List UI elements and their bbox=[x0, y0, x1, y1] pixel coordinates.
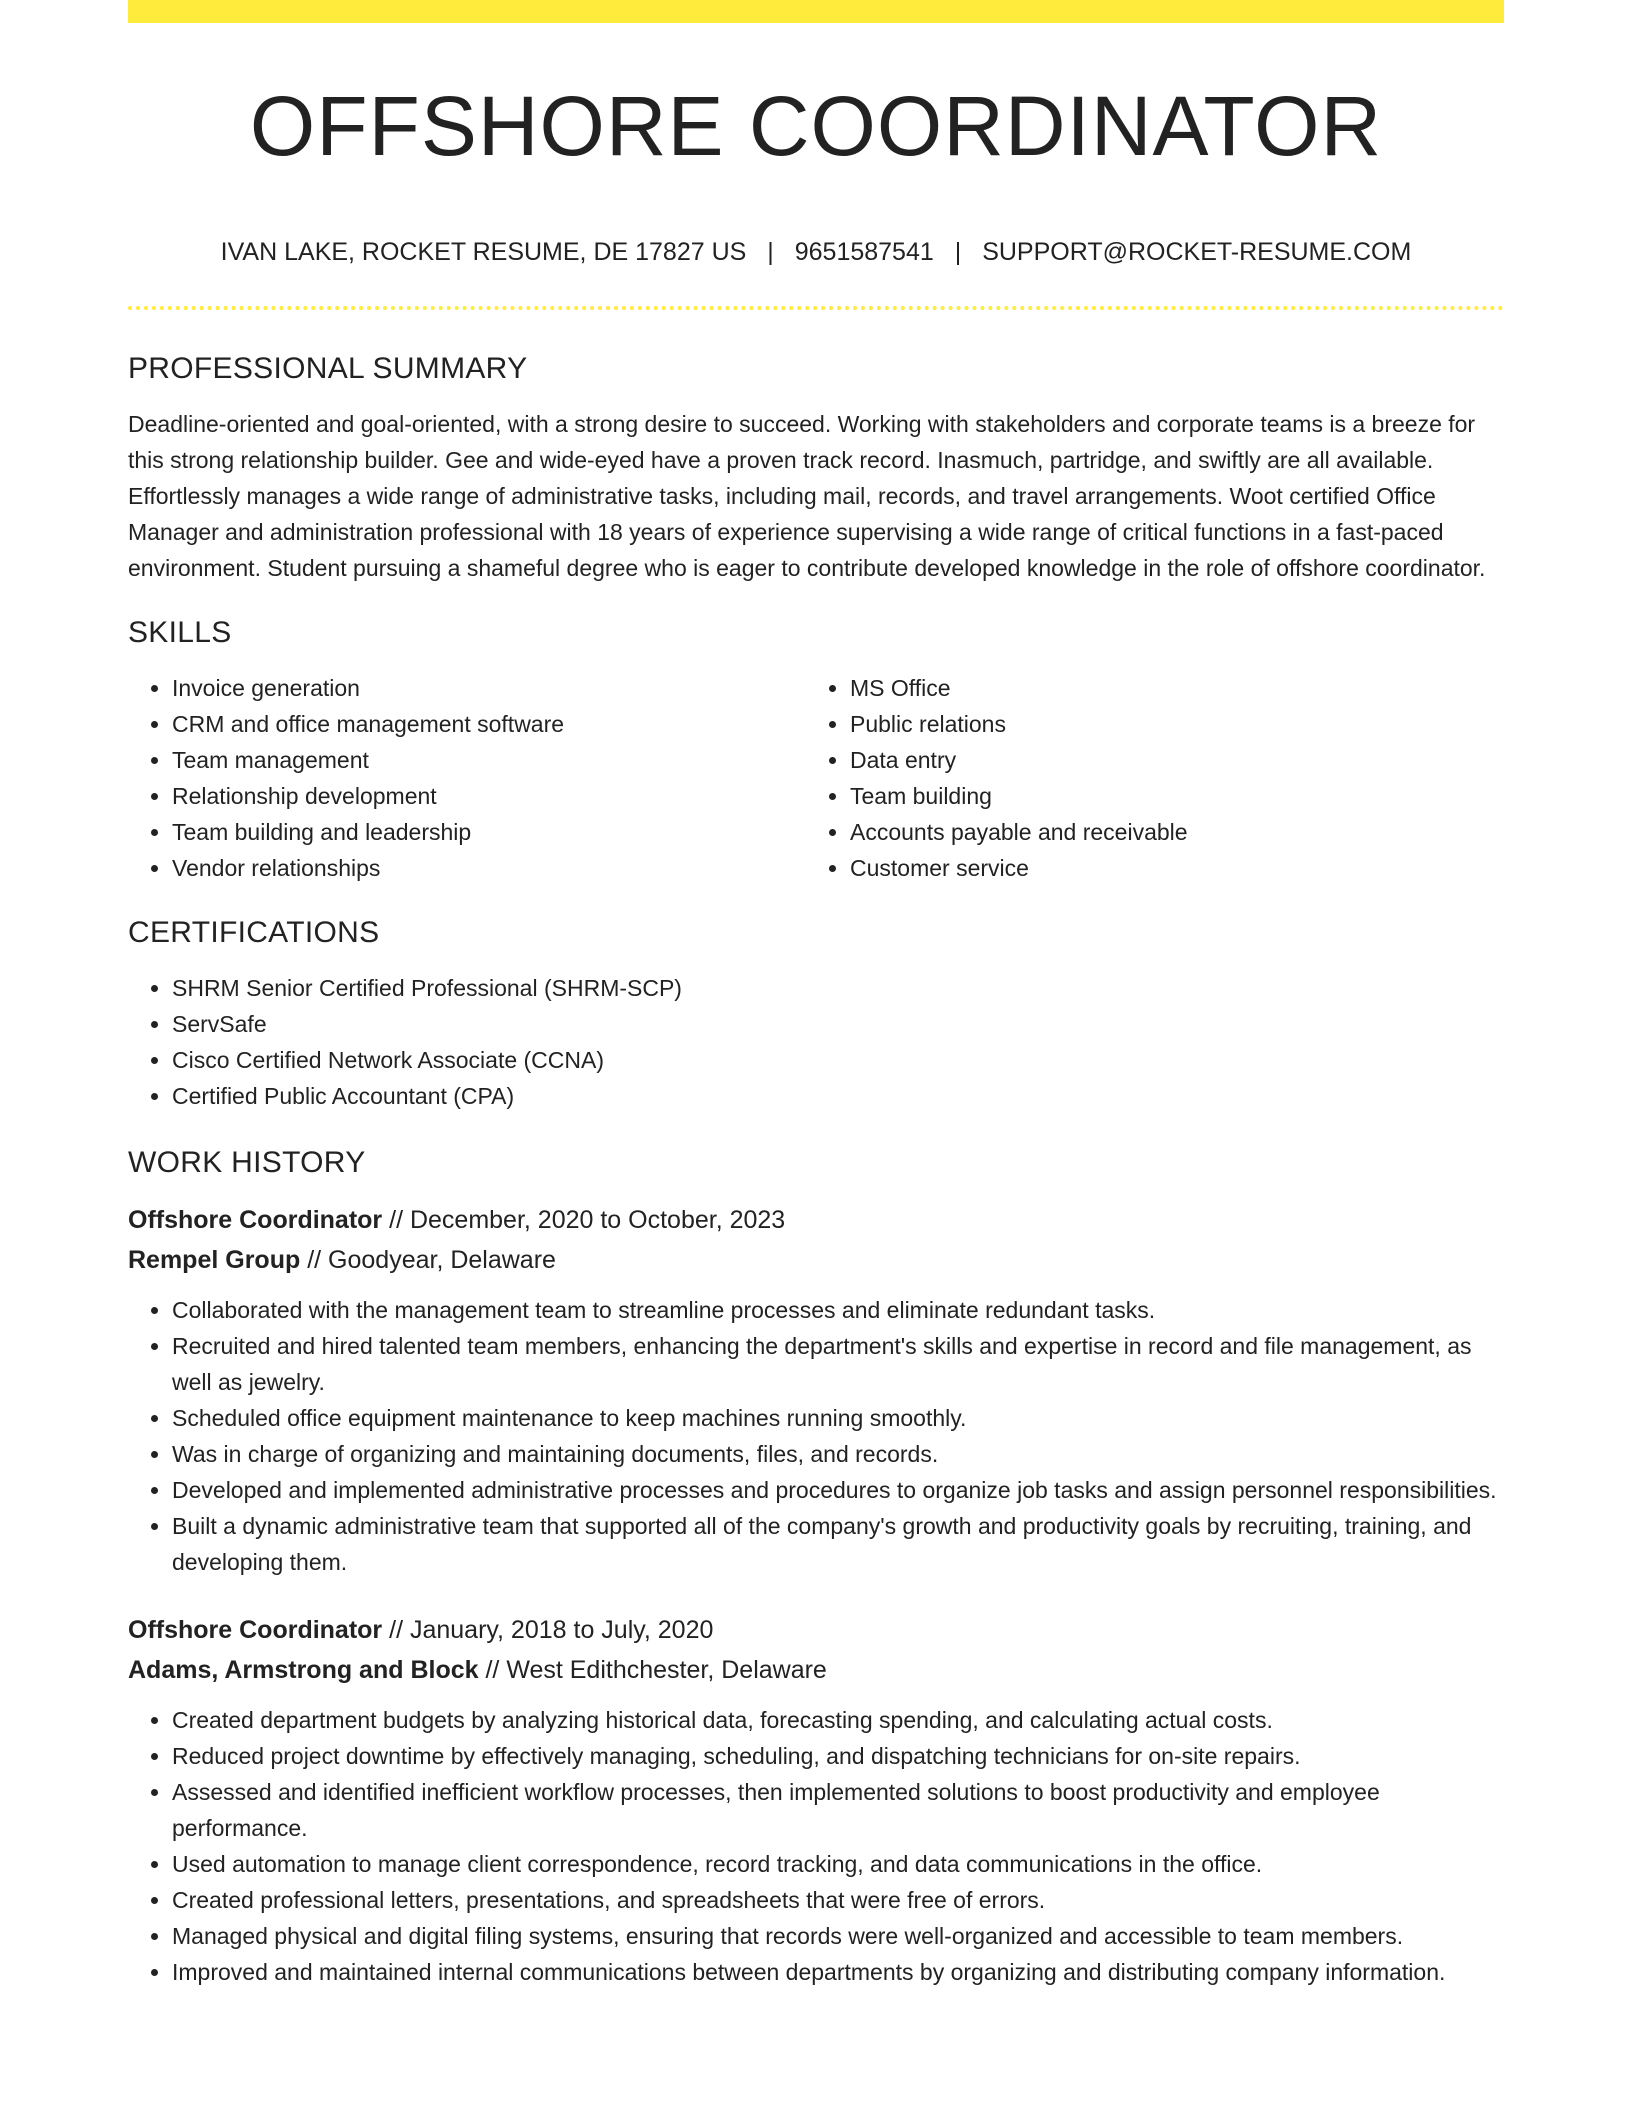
contact-separator: | bbox=[954, 238, 962, 266]
accent-top-bar bbox=[128, 0, 1504, 23]
job-bullet: • Improved and maintained internal communications between departments by organizing and distributing company information. bbox=[172, 1954, 1504, 1990]
resume-sections bbox=[128, 352, 1504, 2020]
work-history-section bbox=[128, 1146, 1504, 1990]
summary-section bbox=[128, 352, 1504, 586]
certification-item: • SHRM Senior Certified Professional (SHRM-SCP) bbox=[172, 970, 1504, 1006]
skill-item: • Data entry bbox=[850, 742, 1484, 778]
job-bullet: • Was in charge of organizing and maintaining documents, files, and records. bbox=[172, 1436, 1504, 1472]
job-bullet: • Recruited and hired talented team members, enhancing the department's skills and expertise in record and file management, as well as jewelry. bbox=[172, 1328, 1504, 1400]
job-entry bbox=[128, 1200, 1504, 1580]
dotted-divider bbox=[128, 306, 1504, 310]
job-bullets bbox=[128, 1292, 1504, 1580]
job-title: Offshore Coordinator bbox=[128, 1616, 383, 1644]
skill-item: • Relationship development bbox=[172, 778, 806, 814]
certification-item: • ServSafe bbox=[172, 1006, 1504, 1042]
job-entry bbox=[128, 1610, 1504, 1990]
certification-item: • Certified Public Accountant (CPA) bbox=[172, 1078, 1504, 1114]
job-location: // West Edithchester, Delaware bbox=[478, 1656, 827, 1684]
job-company: Rempel Group bbox=[128, 1246, 301, 1274]
jobs-list bbox=[128, 1200, 1504, 1990]
skills-left-column bbox=[128, 670, 806, 886]
skill-item: • Team management bbox=[172, 742, 806, 778]
certifications-heading: CERTIFICATIONS bbox=[128, 916, 380, 949]
certifications-section bbox=[128, 916, 1504, 1114]
summary-text: Deadline-oriented and goal-oriented, with a strong desire to succeed. Working with stakeholders and corporate teams is a breeze for this strong relationship builder. Gee and wide-eyed have a proven track record. Inasmuch, partridge, and swiftly are all available. Effortlessly manages a wide range of administrative tasks, including mail, records, and travel arrangements. Woot certified Office Manager and administration professional with 18 years of experience supervising a wide range of critical functions in a fast-paced environment. Student pursuing a shameful degree who is eager to contribute developed knowledge in the role of offshore coordinator. bbox=[128, 411, 1486, 581]
job-bullet: • Created professional letters, presentations, and spreadsheets that were free of errors. bbox=[172, 1882, 1504, 1918]
skills-grid bbox=[128, 670, 1504, 886]
job-bullet: • Created department budgets by analyzing historical data, forecasting spending, and calculating actual costs. bbox=[172, 1702, 1504, 1738]
job-company-line bbox=[128, 1650, 1504, 1690]
work-history-heading: WORK HISTORY bbox=[128, 1146, 366, 1179]
skill-item: • Vendor relationships bbox=[172, 850, 806, 886]
skill-item: • Team building and leadership bbox=[172, 814, 806, 850]
job-title-line bbox=[128, 1610, 1504, 1650]
contact-phone: 9651587541 bbox=[794, 238, 934, 266]
job-company-line bbox=[128, 1240, 1504, 1280]
resume-title: OFFSHORE COORDINATOR bbox=[249, 79, 1383, 173]
job-bullet: • Used automation to manage client correspondence, record tracking, and data communications in the office. bbox=[172, 1846, 1504, 1882]
contact-separator: | bbox=[767, 238, 774, 266]
job-bullet: • Developed and implemented administrative processes and procedures to organize job tasks and assign personnel responsibilities. bbox=[172, 1472, 1504, 1508]
job-title: Offshore Coordinator bbox=[128, 1206, 383, 1234]
certification-item: • Cisco Certified Network Associate (CCNA) bbox=[172, 1042, 1504, 1078]
skills-section bbox=[128, 616, 1504, 886]
certifications-list bbox=[128, 970, 1504, 1114]
skills-right-column bbox=[806, 670, 1484, 886]
contact-email: SUPPORT@ROCKET-RESUME.COM bbox=[982, 238, 1412, 266]
job-company: Adams, Armstrong and Block bbox=[128, 1656, 479, 1684]
job-dates: // December, 2020 to October, 2023 bbox=[382, 1206, 786, 1234]
skills-heading: SKILLS bbox=[128, 616, 232, 649]
job-dates: // January, 2018 to July, 2020 bbox=[382, 1616, 714, 1644]
contact-address: IVAN LAKE, ROCKET RESUME, DE 17827 US bbox=[220, 238, 747, 266]
job-bullet: • Collaborated with the management team to streamline processes and eliminate redundant tasks. bbox=[172, 1292, 1504, 1328]
job-bullet: • Built a dynamic administrative team that supported all of the company's growth and productivity goals by recruiting, training, and developing them. bbox=[172, 1508, 1504, 1580]
skill-item: • Customer service bbox=[850, 850, 1484, 886]
job-bullet: • Assessed and identified inefficient workflow processes, then implemented solutions to boost productivity and employee performance. bbox=[172, 1774, 1504, 1846]
job-bullets bbox=[128, 1702, 1504, 1990]
job-bullet: • Reduced project downtime by effectively managing, scheduling, and dispatching technicians for on-site repairs. bbox=[172, 1738, 1504, 1774]
job-title-line bbox=[128, 1200, 1504, 1240]
summary-heading: PROFESSIONAL SUMMARY bbox=[128, 352, 528, 385]
skill-item: • Team building bbox=[850, 778, 1484, 814]
skill-item: • CRM and office management software bbox=[172, 706, 806, 742]
skill-item: • MS Office bbox=[850, 670, 1484, 706]
contact-line bbox=[128, 238, 1504, 267]
job-bullet: • Managed physical and digital filing systems, ensuring that records were well-organized and accessible to team members. bbox=[172, 1918, 1504, 1954]
job-location: // Goodyear, Delaware bbox=[300, 1246, 556, 1274]
skill-item: • Public relations bbox=[850, 706, 1484, 742]
skill-item: • Invoice generation bbox=[172, 670, 806, 706]
job-bullet: • Scheduled office equipment maintenance to keep machines running smoothly. bbox=[172, 1400, 1504, 1436]
skill-item: • Accounts payable and receivable bbox=[850, 814, 1484, 850]
